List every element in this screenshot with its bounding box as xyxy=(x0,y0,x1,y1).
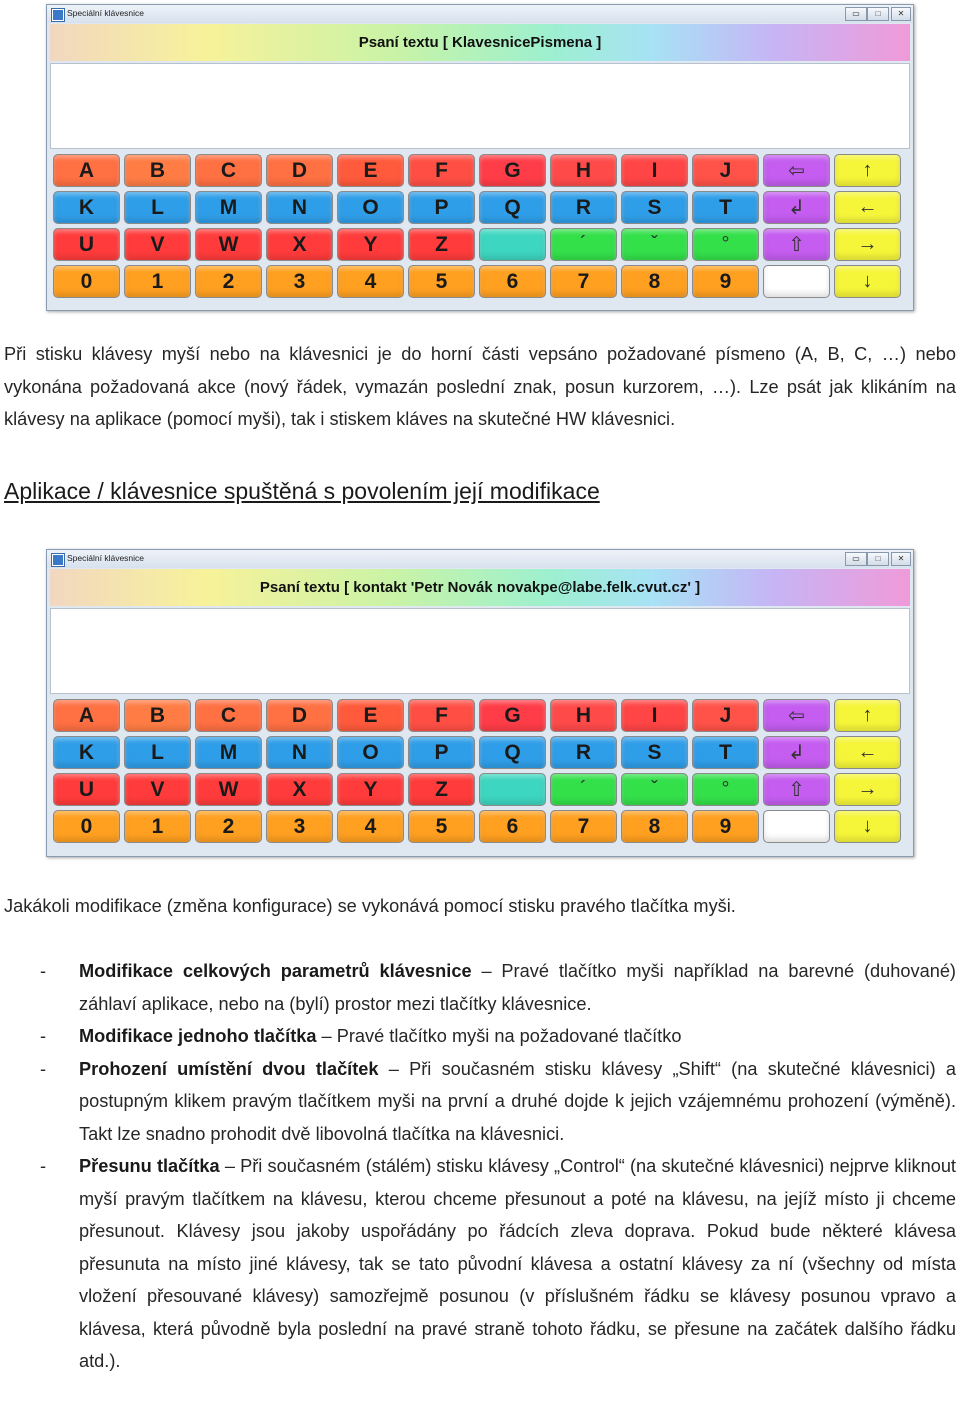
key-r1c5[interactable]: P xyxy=(408,736,475,769)
key-r0c2[interactable]: C xyxy=(195,154,262,187)
key-r2c0[interactable]: U xyxy=(53,228,120,261)
key-r0c1[interactable]: B xyxy=(124,154,191,187)
key-r0c7[interactable]: H xyxy=(550,699,617,732)
modification-list xyxy=(0,955,956,1378)
key-r2c1[interactable]: V xyxy=(124,228,191,261)
key-r2c7[interactable]: ´ xyxy=(550,773,617,806)
key-r1c9[interactable]: T xyxy=(692,736,759,769)
key-r3c2[interactable]: 2 xyxy=(195,265,262,298)
key-r2c1[interactable]: V xyxy=(124,773,191,806)
title-bar xyxy=(47,550,913,568)
key-r0c9[interactable]: J xyxy=(692,699,759,732)
key-blank-r2c6[interactable] xyxy=(479,228,546,261)
key-r1c7[interactable]: R xyxy=(550,191,617,224)
key-r2c10[interactable]: ⇧ xyxy=(763,228,830,261)
list-item xyxy=(0,955,956,1020)
list-item xyxy=(0,1020,956,1053)
rainbow-header[interactable]: Psaní textu [ KlavesnicePismena ] xyxy=(50,24,910,61)
list-item-text: – Pravé tlačítko myši na požadované tlačítko xyxy=(316,1026,682,1046)
key-r1c4[interactable]: O xyxy=(337,191,404,224)
list-dash: - xyxy=(40,1058,47,1079)
key-r1c9[interactable]: T xyxy=(692,191,759,224)
key-blank-r3c10[interactable] xyxy=(763,810,830,843)
key-r0c7[interactable]: H xyxy=(550,154,617,187)
app-icon xyxy=(52,9,64,21)
key-r3c1[interactable]: 1 xyxy=(124,810,191,843)
key-r0c5[interactable]: F xyxy=(408,699,475,732)
minimize-button[interactable]: ▭ xyxy=(845,7,867,21)
list-item xyxy=(0,1053,956,1151)
key-r2c9[interactable]: ° xyxy=(692,773,759,806)
key-r0c0[interactable]: A xyxy=(53,154,120,187)
section-heading: Aplikace / klávesnice spuštěná s povolením její modifikace xyxy=(4,478,600,504)
list-item-title: Přesunu tlačítka xyxy=(79,1156,220,1176)
window-title: Speciální klávesnice xyxy=(67,8,145,18)
key-r0c8[interactable]: I xyxy=(621,699,688,732)
list-item-text: – Při současném stisku klávesy „Shift“ (na skutečné klávesnici) a postupným klikem pravým tlačítkem myši na první a druhé dojde k jejich vzájemnému prohození (výměně). Takt lze snadno prohodit dvě libovolná tlačítka na klávesnici. xyxy=(79,1058,956,1144)
key-r2c2[interactable]: W xyxy=(195,773,262,806)
key-r1c2[interactable]: M xyxy=(195,736,262,769)
key-r3c3[interactable]: 3 xyxy=(266,265,333,298)
key-r3c5[interactable]: 5 xyxy=(408,810,475,843)
key-r3c11[interactable]: ↓ xyxy=(834,810,901,843)
key-r3c11[interactable]: ↓ xyxy=(834,265,901,298)
key-r1c7[interactable]: R xyxy=(550,736,617,769)
app-window-1 xyxy=(46,4,914,311)
close-button[interactable]: ✕ xyxy=(891,552,911,566)
key-r2c11[interactable]: → xyxy=(834,773,901,806)
modification-paragraph: Jakákoli modifikace (změna konfigurace) se vykonává pomocí stisku pravého tlačítka myši. xyxy=(4,896,736,916)
app-window-2 xyxy=(46,549,914,857)
key-r1c1[interactable]: L xyxy=(124,191,191,224)
maximize-button[interactable]: □ xyxy=(867,7,889,21)
key-r2c3[interactable]: X xyxy=(266,773,333,806)
key-r1c0[interactable]: K xyxy=(53,191,120,224)
key-r2c8[interactable]: ˇ xyxy=(621,228,688,261)
key-r3c4[interactable]: 4 xyxy=(337,265,404,298)
key-r0c6[interactable]: G xyxy=(479,154,546,187)
list-item-title: Modifikace jednoho tlačítka xyxy=(79,1026,317,1046)
key-r3c1[interactable]: 1 xyxy=(124,265,191,298)
key-r2c10[interactable]: ⇧ xyxy=(763,773,830,806)
key-r1c6[interactable]: Q xyxy=(479,191,546,224)
key-r0c8[interactable]: I xyxy=(621,154,688,187)
key-r3c0[interactable]: 0 xyxy=(53,265,120,298)
text-output-area[interactable] xyxy=(50,608,910,694)
key-r3c3[interactable]: 3 xyxy=(266,810,333,843)
key-r2c0[interactable]: U xyxy=(53,773,120,806)
key-r0c4[interactable]: E xyxy=(337,699,404,732)
key-r1c10[interactable]: ↲ xyxy=(763,191,830,224)
key-r0c0[interactable]: A xyxy=(53,699,120,732)
key-r0c3[interactable]: D xyxy=(266,154,333,187)
key-r3c8[interactable]: 8 xyxy=(621,265,688,298)
key-r2c8[interactable]: ˇ xyxy=(621,773,688,806)
key-r3c6[interactable]: 6 xyxy=(479,265,546,298)
key-r0c5[interactable]: F xyxy=(408,154,475,187)
key-r2c5[interactable]: Z xyxy=(408,228,475,261)
key-r0c4[interactable]: E xyxy=(337,154,404,187)
window-title: Speciální klávesnice xyxy=(67,553,145,563)
list-item-title: Prohození umístění dvou tlačítek xyxy=(79,1058,379,1079)
keyboard-grid xyxy=(50,152,910,298)
key-r3c4[interactable]: 4 xyxy=(337,810,404,843)
key-blank-r3c10[interactable] xyxy=(763,265,830,298)
key-r2c5[interactable]: Z xyxy=(408,773,475,806)
key-r1c8[interactable]: S xyxy=(621,736,688,769)
key-r0c9[interactable]: J xyxy=(692,154,759,187)
key-r1c10[interactable]: ↲ xyxy=(763,736,830,769)
key-r3c5[interactable]: 5 xyxy=(408,265,475,298)
key-r3c8[interactable]: 8 xyxy=(621,810,688,843)
list-dash: - xyxy=(40,1156,47,1176)
maximize-button[interactable]: □ xyxy=(867,552,889,566)
key-r1c8[interactable]: S xyxy=(621,191,688,224)
key-r2c9[interactable]: ° xyxy=(692,228,759,261)
list-item-text: – Při současném (stálém) stisku klávesy „Control“ (na skutečné klávesnici) nejprve kliknout myší pravým tlačítkem na klávesu, kterou chceme přesunout a poté na klávesu, na jejíž místo ji chceme přesunout. Klávesy jsou jakoby uspořádány po řádcích zleva doprava. Pokud bude některé klávesa přesunuta na místo jiné klávesy, tak se tato původní klávesa a ostatní klávesy za ní (všechny od místa vložení přesouvané klávesy) samozřejmě posunou (v příslušném řádku se klávesy posunou vpravo a klávesa, která původně byla poslední na pravé straně tohoto řádku, se přesune na začátek dalšího řádku atd.). xyxy=(79,1156,956,1371)
key-r2c4[interactable]: Y xyxy=(337,228,404,261)
key-r1c3[interactable]: N xyxy=(266,191,333,224)
minimize-button[interactable]: ▭ xyxy=(845,552,867,566)
key-r3c9[interactable]: 9 xyxy=(692,265,759,298)
key-blank-r2c6[interactable] xyxy=(479,773,546,806)
key-r1c0[interactable]: K xyxy=(53,736,120,769)
intro-paragraph: Při stisku klávesy myší nebo na klávesnici je do horní části vepsáno požadované písmeno (A, B, C, …) nebo vykonána požadovaná akce (nový řádek, vymazán poslední znak, posun kurzorem, …). Lze psát jak klikáním na klávesy na aplikace (pomocí myši), tak i stiskem kláves na skutečné HW klávesnici. xyxy=(4,344,956,429)
close-button[interactable]: ✕ xyxy=(891,7,911,21)
title-bar xyxy=(47,5,913,23)
key-r2c4[interactable]: Y xyxy=(337,773,404,806)
key-r3c7[interactable]: 7 xyxy=(550,265,617,298)
keyboard-grid xyxy=(50,697,910,843)
key-r0c11[interactable]: ↑ xyxy=(834,699,901,732)
key-r1c5[interactable]: P xyxy=(408,191,475,224)
key-r0c6[interactable]: G xyxy=(479,699,546,732)
key-r1c1[interactable]: L xyxy=(124,736,191,769)
key-r1c4[interactable]: O xyxy=(337,736,404,769)
list-dash: - xyxy=(40,1026,47,1046)
key-r3c7[interactable]: 7 xyxy=(550,810,617,843)
key-r3c2[interactable]: 2 xyxy=(195,810,262,843)
key-r0c3[interactable]: D xyxy=(266,699,333,732)
key-r1c11[interactable]: ← xyxy=(834,191,901,224)
app-icon xyxy=(52,554,64,566)
rainbow-header[interactable]: Psaní textu [ kontakt 'Petr Novák novakpe@labe.felk.cvut.cz' ] xyxy=(50,569,910,606)
key-r1c2[interactable]: M xyxy=(195,191,262,224)
key-r3c6[interactable]: 6 xyxy=(479,810,546,843)
text-output-area[interactable] xyxy=(50,63,910,149)
key-r0c10[interactable]: ⇦ xyxy=(763,154,830,187)
list-dash: - xyxy=(40,961,47,981)
list-item-text: – Pravé tlačítko myši například na barevné (duhované) záhlaví aplikace, nebo na (bylí) prostor mezi tlačítky klávesnice. xyxy=(79,961,956,1014)
key-r3c9[interactable]: 9 xyxy=(692,810,759,843)
key-r1c11[interactable]: ← xyxy=(834,736,901,769)
key-r0c10[interactable]: ⇦ xyxy=(763,699,830,732)
list-item xyxy=(0,1150,956,1378)
key-r2c11[interactable]: → xyxy=(834,228,901,261)
key-r2c2[interactable]: W xyxy=(195,228,262,261)
key-r2c3[interactable]: X xyxy=(266,228,333,261)
key-r1c6[interactable]: Q xyxy=(479,736,546,769)
key-r1c3[interactable]: N xyxy=(266,736,333,769)
list-item-title: Modifikace celkových parametrů klávesnice xyxy=(79,961,472,981)
key-r0c11[interactable]: ↑ xyxy=(834,154,901,187)
key-r0c2[interactable]: C xyxy=(195,699,262,732)
key-r2c7[interactable]: ´ xyxy=(550,228,617,261)
key-r3c0[interactable]: 0 xyxy=(53,810,120,843)
key-r0c1[interactable]: B xyxy=(124,699,191,732)
